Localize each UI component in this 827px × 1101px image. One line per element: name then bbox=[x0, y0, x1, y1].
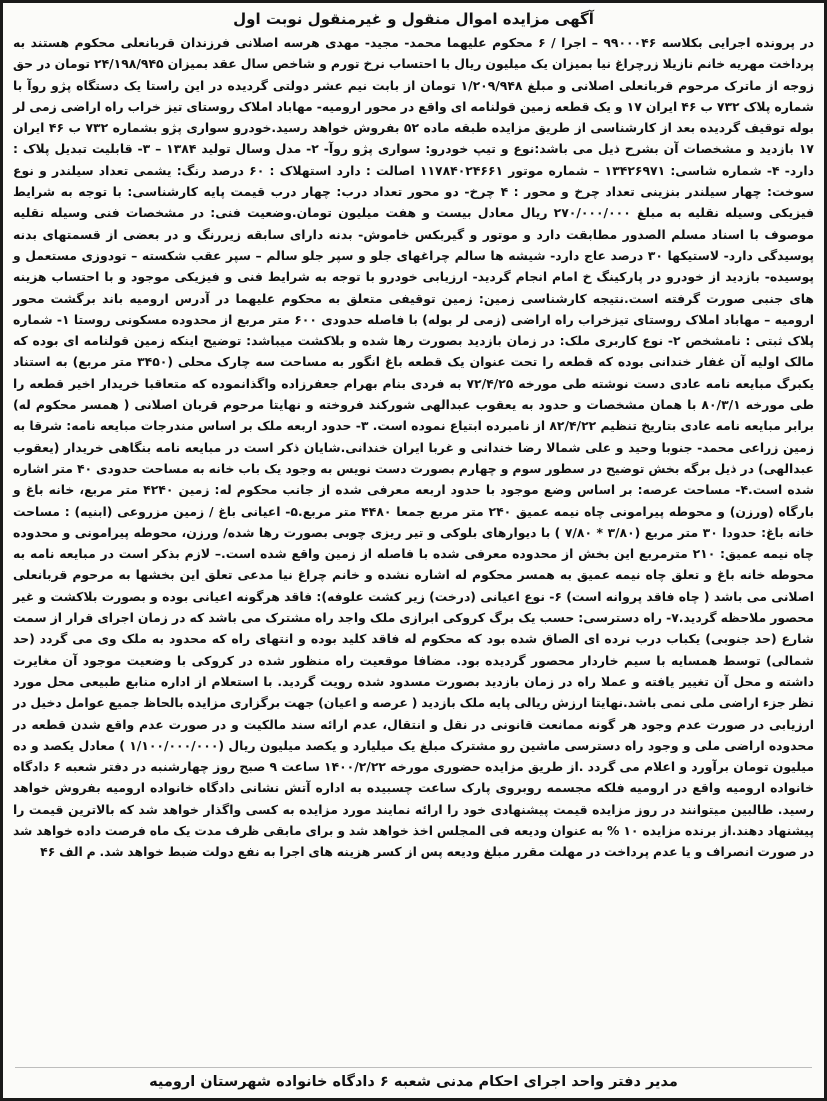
notice-signature: مدیر دفتر واحد اجرای احکام مدنی شعبه ۶ دادگاه خانواده شهرستان ارومیه bbox=[15, 1067, 812, 1092]
notice-title: آگهی مزایده اموال منقول و غیرمنقول نوبت اول bbox=[233, 10, 594, 28]
notice-body: در پرونده اجرایی بکلاسه ۹۹۰۰۰۴۶ – اجرا / ۶ محکوم علیهما محمد- مجید- مهدی هرسه اصلانی فرزندان قربانعلی محکوم هستند به پرداخت مهریه خانم نازیلا زرچراغ نیا بمیزان یک میلیون ریال با احتساب نرخ تورم و شاخص سال عقد بمیزان ۲۴/۱۹۸/۹۴۵ تومان در حق زوجه از ماترک مرحوم قربانعلی اصلانی و مبلغ ۱/۲۰۹/۹۴۸ تومان از بابت نیم عشر دولتی گردیده در این راستا یک دستگاه پژو روآ با شماره پلاک ۷۳۲ ب ۴۶ ایران ۱۷ و یک قطعه زمین قولنامه ای واقع در محور ارومیه- مهاباد املاک روستای تیز خراب راه اراضی زمی لر بوله توقیف گردیده بعد از کارشناسی از طریق مزایده طبقه ماده ۵۲ بفروش خواهد رسید.خودرو سواری پژو بشماره ۷۳۲ ب ۴۶ ایران ۱۷ بازدید و مشخصات آن بشرح ذیل می باشد:نوع و تیپ خودرو: سواری پژو روآ- ۲- مدل وسال تولید ۱۳۸۴ – ۳- قابلیت تبدیل پلاک : دارد- ۴- شماره شاسی: ۱۳۴۲۶۹۷۱ – شماره موتور ۱۱۷۸۴۰۲۴۶۶۱ اصالت : دارد استهلاک : ۶۰ درصد رنگ: یشمی تعداد سیلندر و نوع سوخت: چهار سیلندر بنزینی تعداد چرخ و محور : ۴ چرخ- دو محور تعداد درب: چهار درب قیمت پایه کارشناسی: با توجه به شرایط فیزیکی وسیله نقلیه به مبلغ ۲۷۰/۰۰۰/۰۰۰ ریال معادل بیست و هفت میلیون تومان.وضعیت فنی: در مشخصات فنی وسیله نقلیه موصوف با اسناد مسلم الصدور مطابقت دارد و موتور و گیربکس خاموش- بدنه دارای سابقه زیررنگ و در بعضی از قسمتهای بدنه پوسیدگی دارد- لاستیکها ۳۰ درصد عاج دارد- شیشه ها سالم چراغهای جلو و سپر جلو سالم – سپر عقب شکسته – تودوزی مستعمل و پوسیده- بازدید از خودرو در پارکینگ خ امام انجام گردید- ارزیابی خودرو با توجه به شرایط فنی و فیزیکی موجود و با احتساب هزینه های جنبی صورت گرفته است.نتیجه کارشناسی زمین: زمین توقیفی متعلق به محکوم علیهما در آدرس ارومیه باند برگشت محور ارومیه – مهاباد املاک روستای تیزخراب راه اراضی (زمی لر بوله) با فاصله حدودی ۶۰۰ متر مربع از محدوده مسکونی روستا ۱- شماره پلاک ثبتی : نامشخص ۲- نوع کاربری ملک: در زمان بازدید بصورت رها شده و بلاکشت میباشد: توضیح اینکه زمین قولنامه ای بوده که مالک اولیه آن غفار خندانی بوده که قطعه را تحت عنوان یک قطعه باغ انگور به مساحت سه چارک محلی (۳۴۵۰ متر مربع) به استناد یکبرگ مبایعه نامه عادی دست نوشته طی مورخه ۷۲/۴/۲۵ به فردی بنام بهرام جعفرزاده واگذانموده که متعاقبا خریدار اخیر قطعه را طی مورخه ۸۰/۳/۱ با همان مشخصات و حدود به یعقوب عبدالهی شورکند فروخته و نهایتا مرحوم قربان اصلانی ( همسر محکوم له) برابر مبایعه نامه عادی بتاریخ تنظیم ۸۲/۴/۲۲ از نامبرده ابتیاع نموده است. ۳- حدود اربعه ملک بر اساس مندرجات مبایعه نامه: شرقا به زمین زراعی محمد- جنوبا وحید و علی شمالا رضا خندانی و غربا ایران خندانی.شایان ذکر است در مبایعه نامه بنگاهی خریدار (یعقوب عبدالهی) در ذیل برگه بخش توضیح در سطور سوم و چهارم بصورت دست نویس به وجود یک باب خانه به مساحت حدودی ۴۰ متر اشاره شده است.۴- مساحت عرصه: بر اساس وضع موجود با حدود اربعه معرفی شده از جانب محکوم له: زمین ۴۲۴۰ متر مربع، خانه باغ و بارگاه (ورزن) و محوطه پیرامونی چاه نیمه عمیق ۲۴۰ متر مربع جمعا ۴۴۸۰ متر مربع.۵- اعیانی باغ / زمین مزروعی (ابنیه) : مساحت خانه باغ: حدودا ۳۰ متر مربع (۳/۸۰ * ۷/۸۰ ) با دیوارهای بلوکی و تیر ریزی چوبی بصورت رها شده/ ورزن، محوطه پیرامونی و محدوده چاه نیمه عمیق: ۲۱۰ مترمربع این بخش از محدوده معرفی شده با فاصله از زمین واقع شده است.– لازم بذکر است در مبایعه نامه به محوطه خانه باغ و تعلق چاه نیمه عمیق به همسر محکوم له اشاره نشده و خانم چراغ نیا مدعی تعلق این بخشها به مرحوم قربانعلی اصلانی می باشد ( چاه فاقد پروانه است) ۶- نوع اعیانی (درخت) زیر کشت علوفه): فاقد هرگونه اعیانی بوده و بصورت بلاکشت و غیر محصور ملاحظه گردید.۷- راه دسترسی: حسب یک برگ کروکی ابرازی ملک واجد راه مشترک می باشد که در زمان اجرای قرار از سمت شارع (حد جنوبی) یکباب درب نرده ای الصاق شده بود که محکوم له فاقد کلید بوده و انتهای راه که محدود به ملک وی می گردد (حد شمالی) توسط همسایه با سیم خاردار محصور گردیده بود. مضافا موقعیت راه منظور شده در کروکی با وضعیت موجود آن مغایرت داشته و محل آن تغییر یافته و عملا راه در زمان بازدید بصورت مسدود شده رویت گردید. با استعلام از اداره منابع طبیعی محل مورد نظر جزء اراضی ملی نمی باشد.نهایتا ارزش ریالی پایه ملک بازدید ( عرصه و اعیان) جهت برگزاری مزایده بالحاظ جمیع عوامل دخیل در ارزیابی در صورت عدم وجود هر گونه ممانعت قانونی در نقل و انتقال، عدم ارائه سند مالکیت و در صورت عدم واقع شدن قطعه در محدوده اراضی ملی و وجود راه دسترسی ماشین رو مشترک مبلغ یک میلیارد و یکصد میلیون ریال (۱/۱۰۰/۰۰۰/۰۰۰ ) معادل یکصد و ده میلیون تومان برآورد و اعلام می گردد .از طریق مزایده حضوری مورخه ۱۴۰۰/۲/۲۲ ساعت ۹ صبح روز چهارشنبه در دفتر شعبه ۶ دادگاه خانواده ارومیه واقع در ارومیه فلکه مجسمه روبروی پارک ساعت چسبیده به اداره آتش نشانی دادگاه خانواده ارومیه بفروش خواهد رسید. طالبین میتوانند در روز مزایده قیمت پیشنهادی خود را ارائه نمایند مورد مزایده به کسی واگذار خواهد شد که بالاترین قیمت را پیشنهاد دهند.از برنده مزایده ۱۰ % به عنوان ودیعه فی المجلس اخذ خواهد شد و برای مابقی ظرف مدت یک ماه فرصت داده خواهد شد در صورت انصراف و یا عدم پرداخت در مهلت مقرر مبلغ ودیعه پس از کسر هزینه های اجرا به نفع دولت ضبط خواهد شد. م الف ۴۶ bbox=[13, 35, 815, 860]
